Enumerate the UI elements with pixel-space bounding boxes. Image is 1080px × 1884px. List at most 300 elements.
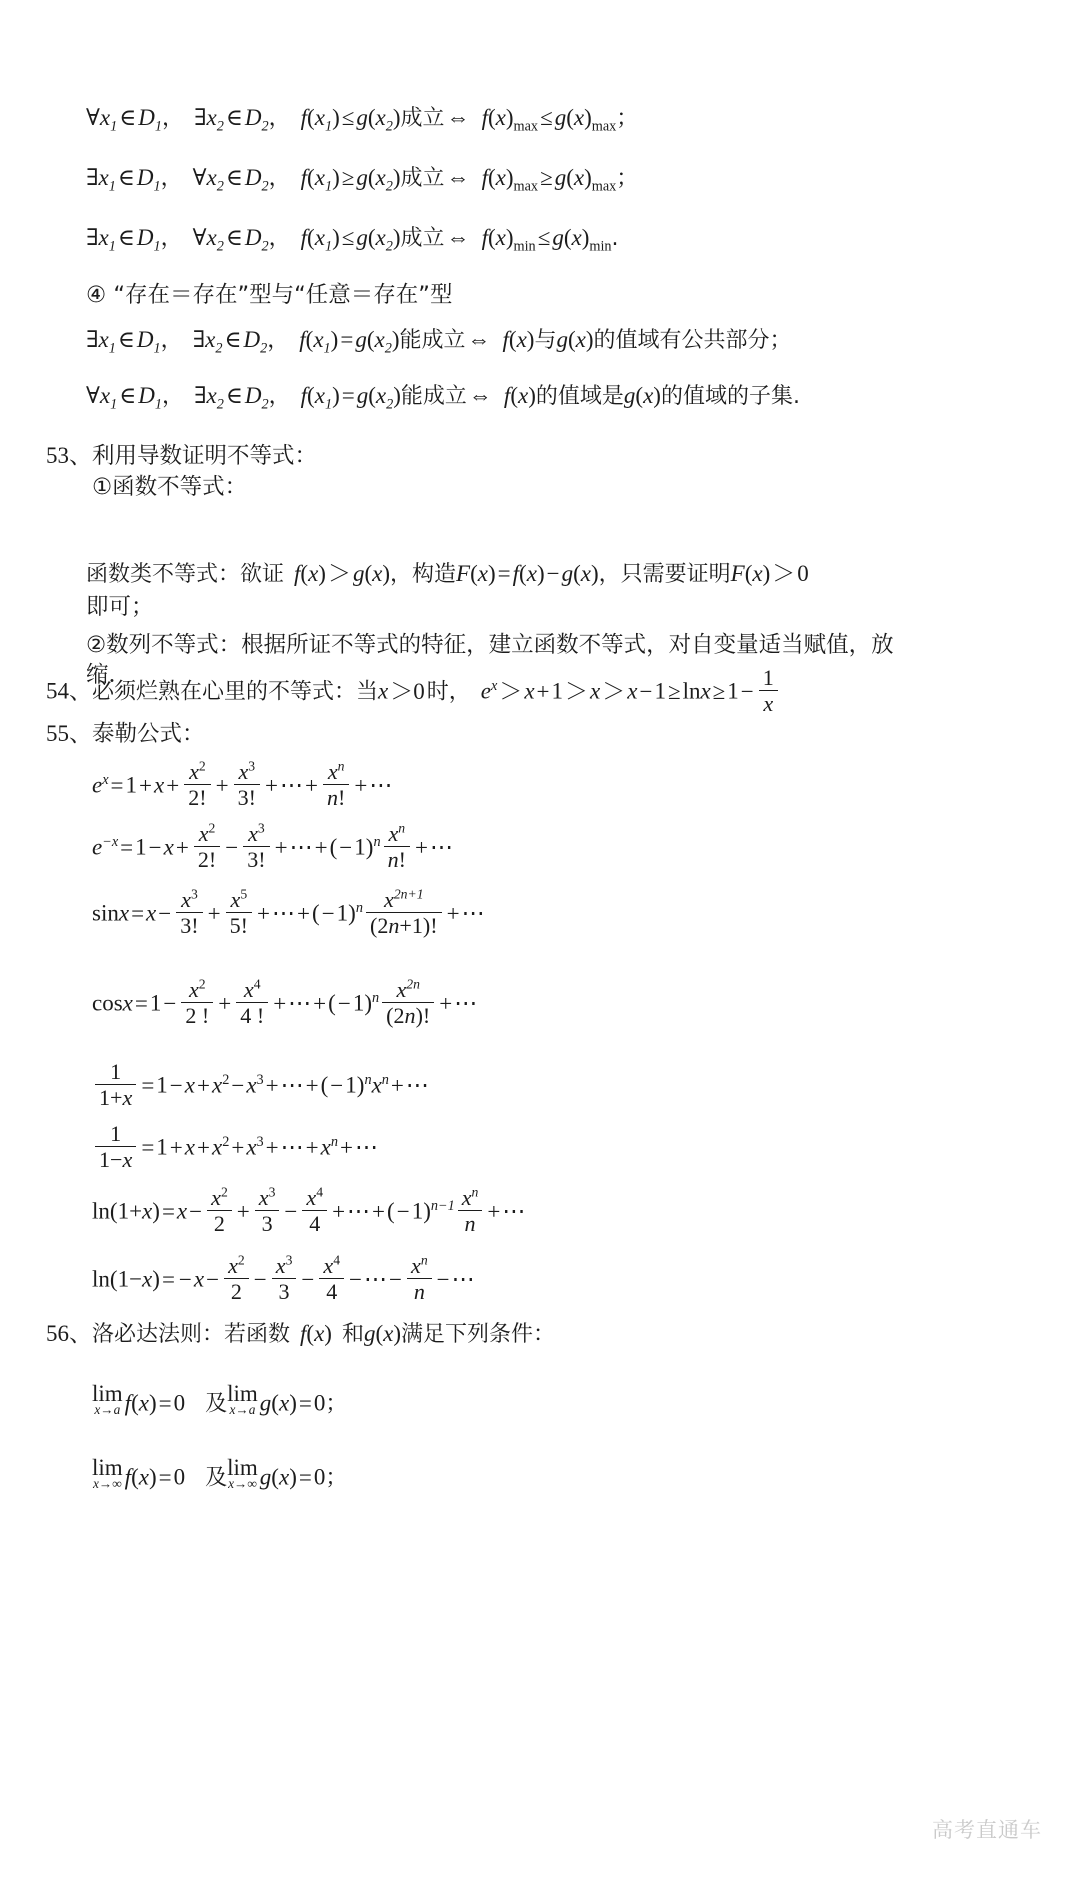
var-x: x [211, 1072, 223, 1098]
function-f: f [481, 225, 488, 250]
function-f: f [300, 225, 308, 250]
page-watermark: 高考直通车 [932, 1818, 1042, 1842]
ellipsis: ⋯ [405, 1072, 429, 1098]
minus-symbol: − [163, 990, 177, 1016]
section-55-title: 泰勒公式： [92, 721, 205, 747]
var-x: x [154, 772, 165, 798]
in-symbol: ∈ [225, 225, 243, 250]
verb-can-hold: 能成立 [399, 328, 466, 353]
limit-operator: lim x→a [92, 1381, 123, 1417]
fraction-xn-over-nfact: $\frac{x^n}{n!}$ [384, 822, 410, 871]
var-x: x [146, 900, 157, 926]
function-g: g [356, 165, 368, 190]
function-F: F [730, 561, 745, 586]
subscript-1: 1 [110, 118, 118, 135]
function-g: g [552, 225, 564, 250]
limit-approach: x→∞ [228, 1476, 257, 1491]
limit-value: 0 [173, 1464, 186, 1490]
conjunction-and: 和 [341, 1322, 364, 1347]
conclusion-text: 的值域的子集. [660, 384, 800, 409]
function-inequality-construction: 函数类不等式：欲证 f(x)＞g(x)，构造F(x)=f(x)−g(x)，只需要证明F(x)＞0 [86, 561, 809, 587]
prove-prefix: 函数类不等式：欲证 [86, 562, 285, 587]
var-x: x [313, 327, 324, 352]
minus-symbol: − [301, 1266, 315, 1292]
subscript-2: 2 [385, 178, 393, 195]
var-x: x [700, 678, 711, 704]
subscript-1: 1 [108, 238, 116, 255]
verb-can-hold: 能成立 [400, 384, 467, 409]
var-x: x [573, 105, 585, 130]
minus-symbol: − [546, 561, 560, 586]
var-x: x [477, 561, 488, 586]
quantifier-line-exists-forall-min: $\exists x_1\in D_1$， $\forall x_2\in D_2$， $f(x_1)\le g(x_2)$成立⇔ $f(x)_{min}\le g(x)_{min}$. [86, 225, 619, 255]
function-g: g [363, 1321, 376, 1346]
minus-symbol: − [189, 1198, 203, 1224]
greater-than-symbol: ＞ [602, 678, 626, 704]
subscript-2: 2 [215, 340, 223, 357]
quantifier-exists: ∃ [194, 383, 207, 408]
subscript-2: 2 [261, 118, 269, 135]
iff-symbol: ⇔ [467, 327, 491, 352]
fraction-one-over-one-plus-x: $\frac{1}{1+x}$ [95, 1060, 136, 1109]
fraction-x2n-over-2nfact: $\frac{x^{2n}}{(2n)!}$ [382, 978, 434, 1027]
ellipsis: ⋯ [454, 990, 478, 1016]
minus-symbol: − [253, 1266, 267, 1292]
section-53-heading [46, 440, 317, 471]
minus-symbol: − [349, 1266, 363, 1292]
subscript-1: 1 [153, 178, 161, 195]
function-g: g [554, 105, 567, 130]
quantifier-forall: ∀ [192, 165, 207, 190]
exponent-n: n [371, 989, 380, 1006]
fraction-x2-over-2fact: $\frac{x^2}{2!}$ [194, 822, 220, 871]
var-x: x [375, 105, 386, 130]
ellipsis: ⋯ [280, 772, 303, 798]
section-53-item-1: ①函数不等式： [92, 474, 248, 500]
function-f: f [512, 561, 520, 586]
verb-holds: 成立 [400, 226, 445, 251]
subscript-2: 2 [261, 238, 269, 255]
ellipsis: ⋯ [280, 1134, 304, 1160]
ellipsis: ⋯ [272, 900, 296, 926]
minus-symbol: − [740, 678, 754, 704]
in-symbol: ∈ [117, 225, 135, 250]
section-54-line: 54、必须烂熟在心里的不等式：当x＞0时， $e^x>x+1>x>x-1\ge\ln x\ge 1-$ $\frac{1}{x}$ [46, 666, 781, 715]
section-55-number: 55、 [46, 721, 92, 746]
subscript-1: 1 [154, 118, 163, 135]
function-f: f [294, 561, 301, 586]
fraction-x3-over-3fact: $\frac{x^3}{3!}$ [243, 822, 269, 871]
fraction-x5-over-5fact: $\frac{x^5}{5!}$ [226, 888, 252, 937]
cosine-function: cos [92, 990, 123, 1016]
relation-le: ≤ [537, 225, 551, 250]
var-x: x [118, 900, 130, 926]
var-x: x [206, 225, 217, 250]
condition-suffix: 时， [426, 679, 471, 705]
in-symbol: ∈ [225, 383, 243, 408]
item-4-heading: ④ “存在＝存在”型与“任意＝存在”型 [86, 282, 453, 308]
minus-symbol: − [330, 1072, 344, 1098]
ellipsis: ⋯ [451, 1266, 475, 1292]
var-x: x [383, 1321, 394, 1346]
constant-e: e [92, 772, 103, 798]
function-f: f [300, 165, 308, 190]
equals-symbol: = [131, 900, 145, 926]
equality-line-forall-exists: $\forall x_1\in D_1$， $\exists x_2\in D_2$， $f(x_1)=g(x_2)$能成立⇔ f(x)的值域是g(x)的值域的子集. [86, 383, 800, 413]
taylor-formula-ln-one-minus-x: ln(1−x)= −x− $\frac{x^2}{2}$ − $\frac{x^3}{3}$ − $\frac{x^4}{4}$ −⋯− $\frac{x^n}{n}$ −⋯ [92, 1252, 475, 1305]
exponent-x: x [490, 677, 498, 694]
minus-symbol: − [396, 1198, 410, 1224]
subscript-2: 2 [216, 178, 224, 195]
in-symbol: ∈ [224, 327, 242, 352]
relation-le: ≤ [341, 105, 355, 130]
quantifier-exists: ∃ [86, 225, 99, 250]
greater-than-symbol: ＞ [327, 561, 351, 586]
domain-D: D [243, 327, 261, 352]
natural-log: ln [92, 1266, 110, 1292]
extremum-max: max [513, 118, 539, 135]
var-x: x [278, 1390, 290, 1416]
conjunction-and: 及 [205, 1391, 228, 1417]
ellipsis: ⋯ [369, 772, 393, 798]
subscript-1: 1 [324, 118, 333, 135]
var-x: x [99, 383, 111, 408]
var-x: x [246, 1134, 257, 1160]
section-53-item-1-end: 即可； [86, 594, 154, 620]
minus-symbol: − [284, 1198, 298, 1224]
extremum-min: min [513, 238, 536, 255]
fraction-x2n1-over-2n1fact: $\frac{x^{2n+1}}{(2n+1)!}$ [366, 888, 442, 937]
section-56-title-pre: 洛必达法则：若函数 [92, 1322, 291, 1347]
ellipsis: ⋯ [289, 834, 313, 860]
minus-symbol: − [639, 678, 653, 704]
domain-D: D [244, 105, 262, 130]
function-f: f [124, 1464, 132, 1490]
equals-symbol: = [298, 1464, 312, 1490]
taylor-formula-one-over-one-plus-x: $\frac{1}{1+x}$ $=1-x+x^2-x^3+\cdots+(-1)^nx^n+\cdots$ [92, 1060, 429, 1109]
natural-log: ln [682, 678, 701, 704]
limit-operator: lim x→∞ [227, 1455, 258, 1491]
exponent-n: n [373, 833, 381, 850]
domain-D: D [136, 327, 154, 352]
function-g: g [623, 383, 636, 408]
subscript-1: 1 [153, 340, 161, 357]
fraction-x3-over-3: $\frac{x^3}{3}$ [255, 1186, 280, 1235]
var-x: x [524, 678, 535, 704]
function-f: f [481, 165, 488, 190]
equals-symbol: = [120, 834, 134, 860]
var-x: x [122, 990, 133, 1016]
var-x: x [378, 678, 389, 704]
fraction-one-over-one-minus-x: $\frac{1}{1-x}$ [95, 1122, 136, 1171]
var-x: x [99, 105, 111, 130]
var-x: x [314, 105, 325, 130]
condition-relation: ＞0 [390, 678, 425, 704]
var-x: x [308, 561, 319, 586]
var-x: x [206, 165, 217, 190]
equals-symbol: = [141, 1072, 155, 1098]
quantifier-exists: ∃ [194, 105, 207, 130]
fraction-x4-over-4: $\frac{x^4}{4}$ [319, 1254, 344, 1303]
verb-holds: 成立 [400, 166, 445, 191]
function-g: g [259, 1390, 272, 1416]
section-56-number: 56、 [46, 1321, 92, 1346]
greater-than-symbol: ＞ [772, 561, 796, 586]
minus-symbol: − [158, 900, 172, 926]
equals-symbol: = [340, 327, 354, 352]
minus-symbol: − [206, 1266, 220, 1292]
fraction-xn-over-n: $\frac{x^n}{n}$ [407, 1254, 432, 1303]
var-x: x [374, 327, 385, 352]
var-x: x [573, 165, 585, 190]
subscript-1: 1 [324, 396, 333, 413]
function-f: f [124, 1390, 132, 1416]
var-x: x [372, 561, 383, 586]
minus-symbol: − [178, 1266, 192, 1292]
equality-line-exists-exists: $\exists x_1\in D_1$， $\exists x_2\in D_2$， $f(x_1)=g(x_2)$能成立⇔ f(x)与g(x)的值域有公共部分； [86, 327, 792, 357]
function-g: g [352, 561, 365, 586]
exponent-neg-x: −x [102, 833, 119, 850]
limit-operator: lim x→a [227, 1381, 258, 1417]
quantifier-forall: ∀ [86, 383, 100, 408]
domain-D: D [136, 165, 154, 190]
subscript-1: 1 [110, 396, 118, 413]
var-x: x [517, 383, 529, 408]
section-55-heading [46, 718, 205, 749]
var-x: x [495, 105, 506, 130]
section-53-item-2: ②数列不等式：根据所证不等式的特征，建立函数不等式，对自变量适当赋值，放缩． [86, 632, 894, 689]
function-g: g [355, 327, 367, 352]
limit-value: 0 [313, 1390, 326, 1416]
fraction-x2-over-2: $\frac{x^2}{2}$ [207, 1186, 232, 1235]
section-53-title: 利用导数证明不等式： [92, 443, 318, 469]
minus-symbol: − [231, 1072, 245, 1098]
subscript-1: 1 [323, 340, 331, 357]
quantifier-line-forall-exists-max: $\forall x_1\in D_1$， $\exists x_2\in D_2$， $f(x_1)\le g(x_2)$成立⇔ $f(x)_{max}\le g(x)_{max}$； [86, 105, 639, 135]
exponent-n: n [355, 899, 363, 916]
subscript-2: 2 [385, 118, 393, 135]
fraction-x2-over-2fact: $\frac{x^2}{2 !}$ [181, 978, 213, 1027]
var-x: x [246, 1072, 257, 1098]
function-g: g [356, 383, 369, 408]
subscript-2: 2 [385, 238, 393, 255]
section-53-number: 53、 [46, 443, 92, 468]
fraction-x3-over-3: $\frac{x^3}{3}$ [272, 1254, 297, 1303]
function-f: f [300, 1321, 307, 1346]
taylor-formula-cos-x: cosx=1− $\frac{x^2}{2 !}$ + $\frac{x^4}{4 !}$ $+\cdots+(-1)^n$ $\frac{x^{2n}}{(2n)!}$ +⋯ [92, 976, 478, 1029]
iff-symbol: ⇔ [446, 105, 470, 130]
exponent-x: x [102, 771, 109, 788]
in-symbol: ∈ [117, 165, 135, 190]
equals-symbol: = [134, 990, 148, 1016]
limit-condition-x-to-infinity: lim x→∞ f(x)=0 及 lim x→∞ g(x)=0； [92, 1455, 348, 1491]
in-symbol: ∈ [119, 105, 137, 130]
subscript-2: 2 [216, 238, 224, 255]
extremum-min: min [589, 238, 612, 255]
limit-value: 0 [173, 1390, 186, 1416]
in-symbol: ∈ [117, 327, 135, 352]
var-x: x [278, 1464, 290, 1490]
ellipsis: ⋯ [364, 1266, 388, 1292]
var-x: x [98, 327, 109, 352]
var-x: x [314, 165, 325, 190]
subscript-2: 2 [261, 396, 269, 413]
subscript-1: 1 [153, 238, 161, 255]
equals-symbol: = [298, 1390, 312, 1416]
construct-text: ，构造 [390, 562, 457, 587]
constant-e: e [92, 834, 103, 860]
fraction-xn-over-nfact: $\frac{x^n}{n!}$ [323, 760, 349, 809]
fraction-x3-over-3fact: $\frac{x^3}{3!}$ [176, 888, 202, 937]
var-x: x [375, 383, 387, 408]
domain-D: D [244, 383, 262, 408]
limit-approach: x→a [94, 1402, 121, 1417]
fraction-x4-over-4fact: $\frac{x^4}{4 !}$ [236, 978, 268, 1027]
var-x: x [98, 225, 109, 250]
minus-symbol: − [339, 834, 353, 860]
subscript-1: 1 [324, 178, 333, 195]
quantifier-forall: ∀ [86, 105, 100, 130]
var-x: x [575, 327, 586, 352]
iff-symbol: ⇔ [446, 225, 470, 250]
limit-value: 0 [313, 1464, 326, 1490]
taylor-formula-one-over-one-minus-x: $\frac{1}{1-x}$ $=1+x+x^2+x^3+\cdots+x^n+\cdots$ [92, 1122, 378, 1171]
var-x: x [138, 1390, 149, 1416]
line-terminator: ； [616, 106, 639, 131]
conjunction-and: 与 [534, 328, 557, 353]
in-symbol: ∈ [225, 165, 243, 190]
section-54-number: 54、 [46, 678, 92, 704]
function-g: g [259, 1464, 272, 1490]
ellipsis: ⋯ [280, 1072, 304, 1098]
relation-ge: ≥ [341, 165, 355, 190]
fraction-x2-over-2: $\frac{x^2}{2}$ [224, 1254, 249, 1303]
fraction-xn-over-n: $\frac{x^n}{n}$ [458, 1186, 483, 1235]
equals-symbol: = [110, 772, 124, 798]
conjunction-and: 及 [205, 1465, 228, 1491]
quantifier-forall: ∀ [192, 225, 207, 250]
condition-prefix: 当 [356, 679, 379, 705]
var-x: x [211, 1134, 223, 1160]
equals-symbol: = [341, 383, 355, 408]
in-symbol: ∈ [119, 383, 137, 408]
var-x: x [98, 165, 109, 190]
var-x: x [580, 561, 591, 586]
minus-symbol: − [169, 1072, 183, 1098]
equals-symbol: = [161, 1198, 175, 1224]
minus-symbol: − [389, 1266, 403, 1292]
var-x: x [590, 678, 601, 704]
limit-approach: x→a [229, 1402, 256, 1417]
var-x: x [643, 383, 654, 408]
taylor-formula-sin-x: sinx=x− $\frac{x^3}{3!}$ + $\frac{x^5}{5!}$ $+\cdots+(-1)^n$ $\frac{x^{2n+1}}{(2n+1)!}$ +⋯ [92, 886, 485, 939]
fraction-x2-over-2fact: $\frac{x^2}{2!}$ [184, 760, 210, 809]
conclusion-text: 的值域有公共部分； [593, 328, 792, 353]
minus-symbol: − [436, 1266, 450, 1292]
function-g: g [356, 225, 368, 250]
subscript-2: 2 [216, 118, 224, 135]
function-f: f [300, 105, 308, 130]
greater-than-symbol: ＞ [565, 678, 589, 704]
extremum-max: max [591, 178, 617, 195]
limit-operator: lim x→∞ [92, 1455, 123, 1491]
function-f: f [299, 327, 306, 352]
subscript-1: 1 [324, 238, 333, 255]
ellipsis: ⋯ [347, 1198, 371, 1224]
var-x: x [752, 561, 763, 586]
function-f: f [502, 327, 509, 352]
exponent-n-minus-1: n−1 [430, 1197, 455, 1214]
var-x: x [314, 1321, 325, 1346]
subscript-1: 1 [108, 178, 116, 195]
var-x: x [371, 1072, 382, 1098]
line-terminator: ； [616, 166, 639, 191]
function-g: g [556, 327, 568, 352]
natural-log: ln [92, 1198, 110, 1224]
var-x: x [375, 165, 386, 190]
var-x: x [627, 678, 638, 704]
var-x: x [205, 327, 216, 352]
var-x: x [495, 165, 506, 190]
var-x: x [184, 1072, 195, 1098]
subscript-2: 2 [216, 396, 224, 413]
equals-symbol: = [497, 561, 511, 586]
fraction-x3-over-3fact: $\frac{x^3}{3!}$ [234, 760, 260, 809]
extremum-max: max [591, 118, 617, 135]
quantifier-exists: ∃ [86, 327, 99, 352]
function-f: f [503, 383, 511, 408]
iff-symbol: ⇔ [446, 165, 470, 190]
relation-ge: ≥ [540, 165, 553, 190]
function-F: F [456, 561, 471, 586]
var-x: x [314, 383, 325, 408]
subscript-2: 2 [260, 340, 268, 357]
function-f: f [481, 105, 488, 130]
var-x: x [163, 834, 174, 860]
ellipsis: ⋯ [288, 990, 312, 1016]
extremum-max: max [513, 178, 539, 195]
minus-symbol: − [321, 900, 335, 926]
equals-symbol: = [161, 1266, 175, 1292]
function-g: g [356, 105, 368, 130]
var-x: x [526, 561, 537, 586]
domain-D: D [244, 225, 262, 250]
var-x: x [320, 1134, 331, 1160]
ellipsis: ⋯ [429, 834, 453, 860]
taylor-formula-exp-x: $e^x=1+x+$ $\frac{x^2}{2!}$ + $\frac{x^3}{3!}$ +⋯+ $\frac{x^n}{n!}$ +⋯ [92, 758, 393, 811]
domain-D: D [138, 383, 155, 408]
var-x: x [184, 1134, 195, 1160]
line-terminator: . [611, 226, 619, 251]
var-x: x [193, 1266, 205, 1292]
iff-symbol: ⇔ [468, 383, 492, 408]
taylor-formula-ln-one-plus-x: ln(1+x)=x− $\frac{x^2}{2}$ + $\frac{x^3}{3}$ − $\frac{x^4}{4}$ $+\cdots+(-1)^{n-1}$ $\frac{x^n}{n}$ +⋯ [92, 1184, 526, 1237]
equals-symbol: = [141, 1134, 155, 1160]
fraction-one-over-x: $\frac{1}{x}$ [759, 666, 778, 715]
quantifier-line-exists-forall-max: $\exists x_1\in D_1$， $\forall x_2\in D_2$， $f(x_1)\ge g(x_2)$成立⇔ $f(x)_{max}\ge g(x)_{max}$； [86, 165, 639, 195]
in-symbol: ∈ [225, 105, 243, 130]
minus-symbol: − [337, 990, 351, 1016]
greater-than-symbol: ＞ [499, 678, 523, 704]
line-terminator: ； [325, 1465, 348, 1491]
relation-le: ≤ [540, 105, 553, 130]
subscript-1: 1 [154, 396, 163, 413]
var-x: x [314, 225, 325, 250]
var-x: x [571, 225, 582, 250]
greater-equal-symbol: ≥ [667, 678, 681, 704]
domain-D: D [136, 225, 154, 250]
sine-function: sin [92, 900, 119, 926]
